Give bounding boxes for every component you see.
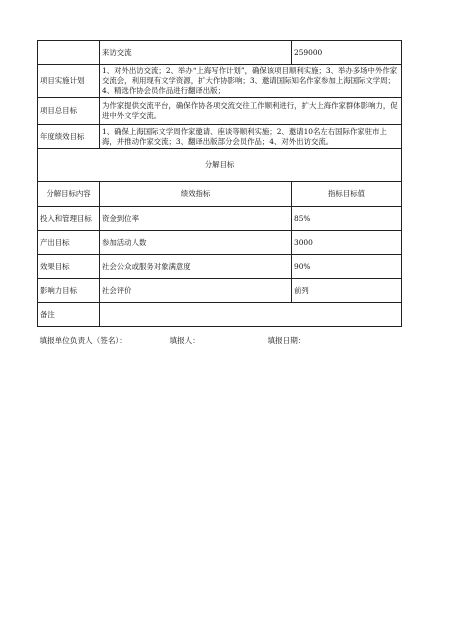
row-annual-goal [38,125,402,149]
table-row [38,207,402,231]
indicator-content: 投入和管理目标 [38,207,100,231]
row-implementation-plan [38,65,402,98]
indicator-target: 90% [292,255,402,279]
cell-visit-exchange: 来访交流 [100,41,292,65]
header-indicator: 绩效指标 [100,182,292,207]
indicator-content: 影响力目标 [38,279,100,303]
indicator-target: 85% [292,207,402,231]
value-annual-goal: 1、确保上海国际文学周作家邀请、座谈等顺利实施；2、邀请10名左右国际作家驻市上海，并推动作家交流；3、翻译出版部分会员作品；4、对外出访交流。 [100,125,402,149]
header-target: 指标目标值 [292,182,402,207]
row-note [38,303,402,327]
indicator-target: 3000 [292,231,402,255]
row-overall-goal [38,98,402,125]
label-annual-goal: 年度绩效目标 [38,125,100,149]
table-row [38,231,402,255]
label-note: 备注 [38,303,100,327]
filler-label: 填报人： [169,336,200,345]
indicator-name: 社会评价 [100,279,292,303]
indicator-content: 效果目标 [38,255,100,279]
row-split-title [38,149,402,182]
unit-head-signature-label: 填报单位负责人（签名）： [39,336,127,345]
cell-empty-label [38,41,100,65]
value-overall-goal: 为作家提供交流平台，确保作协各项交流交往工作顺利进行，扩大上海作家群体影响力，促进中外文学交流。 [100,98,402,125]
table-row [38,255,402,279]
signature-line [38,327,402,356]
row-indicator-header [38,182,402,207]
fill-date-label: 填报日期： [267,336,306,345]
indicator-name: 资金到位率 [100,207,292,231]
label-overall-goal: 项目总目标 [38,98,100,125]
table-row [38,279,402,303]
value-implementation-plan: 1、对外出访交流；2、举办“上海写作计划”，确保该项目顺利实施；3、举办多场中外作家交流会，利用现有文学资源，扩大作协影响；3、邀请国际知名作家参加上海国际文学周；4、精选作协会员作品进行翻译出版； [100,65,402,98]
row-visit-exchange [38,41,402,65]
row-signature [38,327,402,356]
indicator-target: 前列 [292,279,402,303]
cell-amount: 259000 [292,41,402,65]
header-content: 分解目标内容 [38,182,100,207]
indicator-content: 产出目标 [38,231,100,255]
value-note [100,303,402,327]
performance-goal-sheet [37,40,401,355]
label-implementation-plan: 项目实施计划 [38,65,100,98]
indicator-name: 社会公众或服务对象满意度 [100,255,292,279]
split-goal-title: 分解目标 [38,149,402,182]
goal-table [37,40,402,355]
indicator-name: 参加活动人数 [100,231,292,255]
